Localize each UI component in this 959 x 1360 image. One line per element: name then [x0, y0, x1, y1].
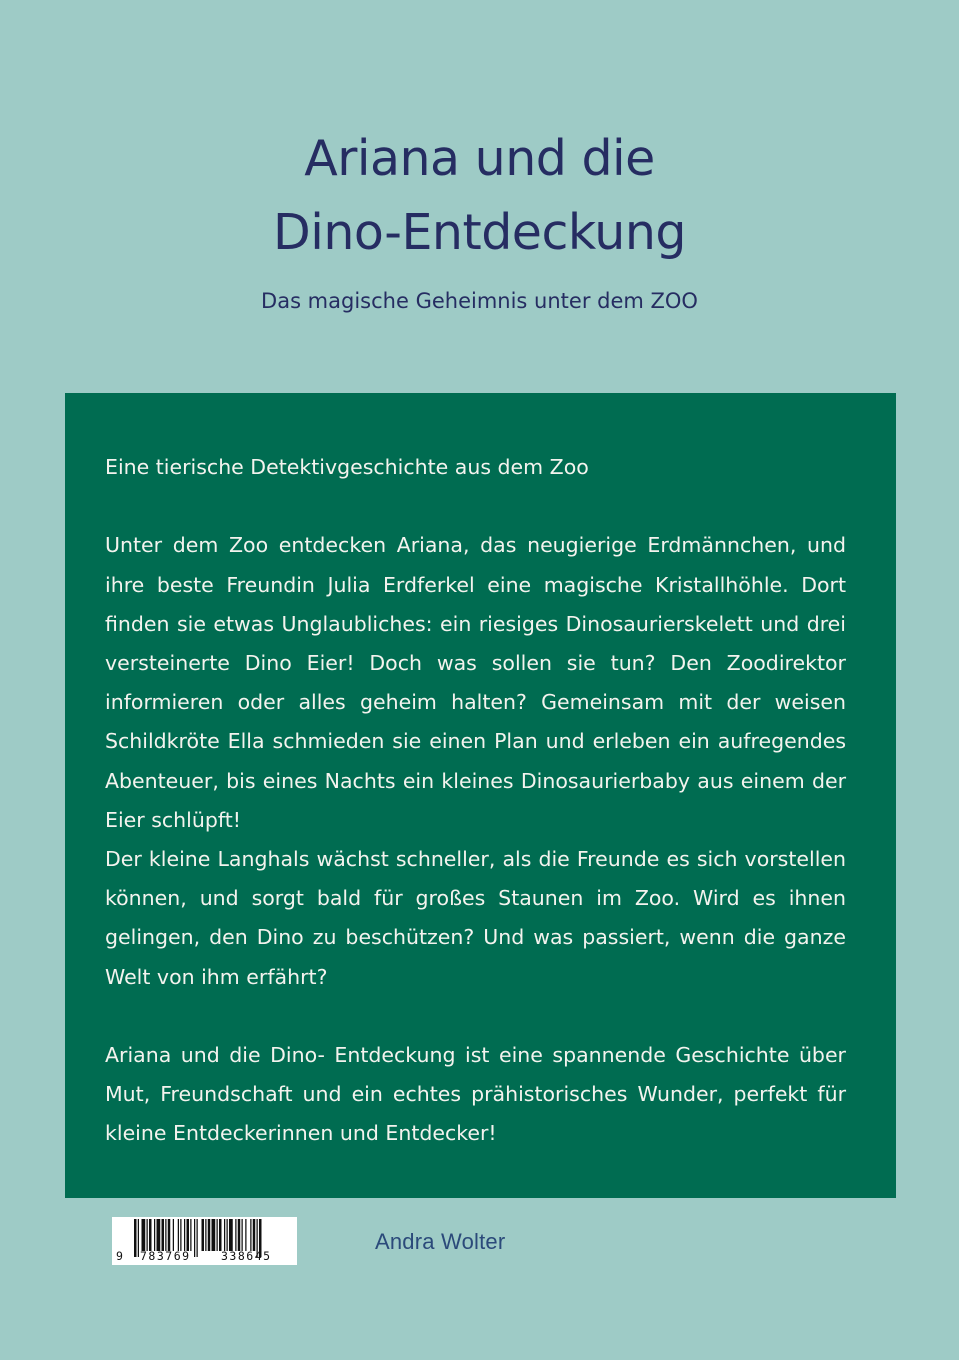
barcode-bar — [134, 1219, 137, 1257]
barcode-bar — [165, 1219, 166, 1251]
barcode-bar — [217, 1219, 218, 1251]
barcode-group-1: 783769 — [140, 1249, 191, 1263]
book-title — [0, 122, 959, 270]
barcode-bar — [162, 1219, 165, 1251]
author-name: Andra Wolter — [375, 1229, 506, 1254]
barcode-bar — [227, 1219, 228, 1251]
barcode-bar — [238, 1219, 241, 1251]
barcode-bar — [229, 1219, 233, 1251]
barcode-bar — [197, 1219, 198, 1257]
barcode-bar — [154, 1219, 155, 1251]
barcode-group-2: 338645 — [221, 1249, 272, 1263]
blurb-paragraph-1: Unter dem Zoo entdecken Ariana, das neugierige Erdmännchen, und ihre beste Freundin Julia Erdferkel eine magische Kristallhöhle. Dort finden sie etwas Unglaubliches: ein riesiges Dinosaurierskelett und drei versteinerte Dino Eier! Doch was sollen sie tun? Den Zoodirektor informieren oder alles geheim halten? Gemeinsam mit der weisen Schildkröte Ella schmieden sie einen Plan und erleben ein aufregendes Abenteuer, bis eines Nachts ein kleines Dinosaurierbaby aus einem der Eier schlüpft! — [105, 533, 846, 832]
barcode-bar — [178, 1219, 179, 1251]
barcode-bar — [208, 1219, 211, 1251]
barcode-bar — [180, 1219, 181, 1251]
barcode-bar — [168, 1219, 171, 1251]
barcode-bar — [194, 1219, 195, 1257]
barcode-bar — [142, 1219, 146, 1251]
barcode-bar — [157, 1219, 161, 1251]
barcode-bar — [138, 1219, 139, 1257]
barcode-first-digit: 9 — [116, 1249, 123, 1263]
barcode-bar — [224, 1219, 225, 1251]
blurb-paragraph-3: Ariana und die Dino- Entdeckung ist eine spannende Geschichte über Mut, Freundschaft und ein echtes prähistorisches Wunder, perfekt für kleine Entdeckerinnen und Entdecker! — [105, 1043, 846, 1146]
blurb-text — [105, 448, 846, 1154]
barcode-bar — [173, 1219, 174, 1251]
barcode-bar — [202, 1219, 205, 1251]
barcode-bar — [250, 1219, 251, 1251]
barcode-bar — [235, 1219, 236, 1251]
blurb-tagline: Eine tierische Detektivgeschichte aus dem Zoo — [105, 455, 589, 479]
barcode-bar — [253, 1219, 256, 1251]
blurb-panel — [65, 393, 896, 1198]
barcode-bar — [149, 1219, 152, 1251]
book-title-line-1: Ariana und die — [304, 130, 655, 187]
blurb-paragraph-2: Der kleine Langhals wächst schneller, als die Freunde es sich vorstellen können, und sorgt bald für großes Staunen im Zoo. Wird es ihnen gelingen, den Dino zu beschützen? Und was passiert, wenn die ganze Welt von ihm erfährt? — [105, 847, 846, 989]
barcode-bar — [212, 1219, 216, 1251]
barcode-bar — [190, 1219, 191, 1251]
barcode-bar — [245, 1219, 246, 1251]
barcode-bar — [147, 1219, 148, 1251]
book-title-line-2: Dino-Entdeckung — [273, 204, 686, 261]
barcode-bar — [219, 1219, 222, 1251]
barcode-bar — [242, 1219, 243, 1251]
barcode-bar — [205, 1219, 206, 1251]
book-subtitle: Das magische Geheimnis unter dem ZOO — [261, 289, 698, 313]
barcode-bar — [187, 1219, 190, 1251]
barcode-bar — [184, 1219, 185, 1251]
isbn-barcode — [112, 1217, 297, 1265]
